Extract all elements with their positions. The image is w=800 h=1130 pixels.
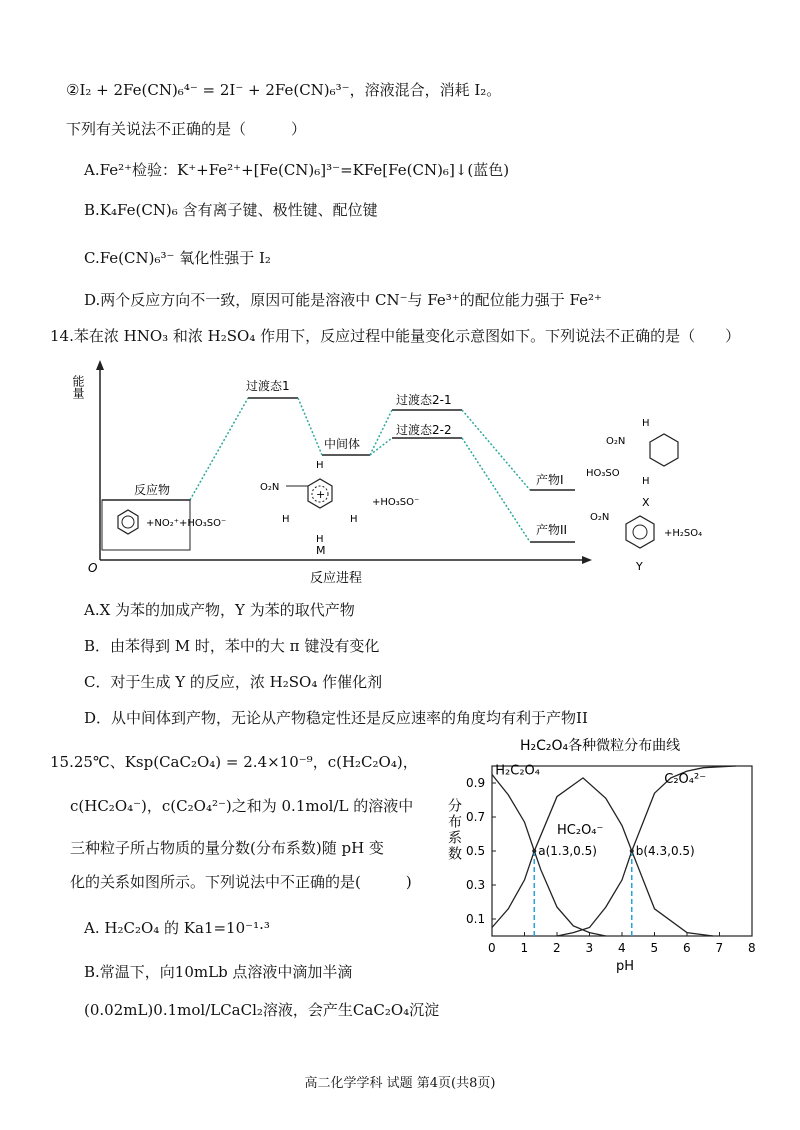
q14-option-d: D．从中间体到产物，无论从产物稳定性还是反应速率的角度均有利于产物II [84,709,588,727]
m-label: M [316,544,326,557]
page-footer: 高二化学学科 试题 第4页(共8页) [304,1076,496,1091]
y-ring-icon [626,516,654,548]
reactant-label: 反应物 [134,483,171,497]
energy-x-arrow [582,556,592,564]
x-tick-label: 0 [488,941,496,955]
q15-stem-4: 化的关系如图所示。下列说法中不正确的是( ) [70,873,412,891]
connector-5 [462,410,530,490]
connector-2 [298,398,322,455]
x-tick-label: 4 [618,941,626,955]
series-name-label: HC₂O₄⁻ [557,823,604,838]
m-h-left: H [282,514,290,525]
q13-option-d: D.两个反应方向不一致，原因可能是溶液中 CN⁻与 Fe³⁺的配位能力强于 Fe²⁺ [84,291,602,309]
y-tick-label: 0.1 [466,912,486,926]
benzene-ring-inner [122,516,134,528]
q14-option-c: C．对于生成 Y 的反应，浓 H₂SO₄ 作催化剂 [84,673,383,691]
ts22-label: 过渡态2-2 [396,423,452,437]
origin-label: O [88,561,98,575]
energy-y-arrow [96,360,104,370]
q15-stem-2: c(HC₂O₄⁻)，c(C₂O₄²⁻)之和为 0.1mol/L 的溶液中 [70,797,414,815]
x-h-bottom: H [642,476,650,487]
y-ring-inner [633,525,647,539]
benzene-ring-icon [118,510,138,534]
x-o2n: O₂N [606,436,626,447]
y-extra: +H₂SO₄ [664,528,703,539]
q15-option-a: A. H₂C₂O₄ 的 Ka1=10⁻¹·³ [84,919,270,937]
q13-option-c: C.Fe(CN)₆³⁻ 氧化性强于 I₂ [84,249,271,267]
ts1-label: 过渡态1 [246,379,290,393]
q13-prompt: 下列有关说法不正确的是（ ） [66,120,307,138]
connector-6 [462,438,530,542]
reactant-formula: +NO₂⁺+HO₃SO⁻ [146,518,227,529]
chart-ylabel: 分布系数 [446,798,462,862]
m-h-right: H [350,514,358,525]
q15-stem-1: 15.25℃、Ksp(CaC₂O₄) = 2.4×10⁻⁹，c(H₂C₂O₄)， [50,753,418,771]
x-tick-label: 2 [553,941,561,955]
y-tick-label: 0.9 [466,776,486,790]
y-o2n: O₂N [590,512,610,523]
reaction-equation-2: ②I₂ + 2Fe(CN)₆⁴⁻ = 2I⁻ + 2Fe(CN)₆³⁻，溶液混合，消耗 I₂。 [66,81,502,99]
annotation-label: b(4.3,0.5) [635,844,695,858]
ts21-label: 过渡态2-1 [396,393,452,407]
energy-diagram [70,360,730,590]
x-tick-label: 3 [585,941,594,955]
product1-label: 产物I [536,473,564,487]
product2-label: 产物II [536,523,568,537]
y-tick-label: 0.5 [466,844,486,858]
x-tick-label: 8 [748,941,756,955]
x-tick-label: 1 [520,941,529,955]
annotation-label: a(1.3,0.5) [538,844,597,858]
m-plus: + [316,488,326,501]
annotation-point [630,849,634,853]
connector-1 [190,398,248,500]
distribution-chart [440,730,780,980]
x-label: X [642,496,650,509]
series-name-label: C₂O₄²⁻ [664,772,707,787]
q14-option-a: A.X 为苯的加成产物，Y 为苯的取代产物 [84,601,355,619]
q14-stem: 14.苯在浓 HNO₃ 和浓 H₂SO₄ 作用下，反应过程中能量变化示意图如下。下列说法不正确的是（ ） [50,327,741,345]
m-h-bottom: H [316,534,324,545]
connector-4 [370,438,392,455]
intermediate-label: 中间体 [324,437,361,451]
q13-option-b: B.K₄Fe(CN)₆ 含有离子键、极性键、配位键 [84,201,378,219]
m-o2n: O₂N [260,482,280,493]
connector-3 [370,410,392,455]
x-tick-label: 6 [683,941,691,955]
x-tick-label: 5 [650,941,659,955]
x-axis-label: 反应进程 [310,571,363,586]
q13-option-a: A.Fe²⁺检验：K⁺+Fe²⁺+[Fe(CN)₆]³⁻=KFe[Fe(CN)₆]↓(蓝色) [84,161,510,179]
m-extra: +HO₃SO⁻ [372,497,420,508]
m-h-top: H [316,460,324,471]
x-tick-label: 7 [715,941,724,955]
q15-stem-3: 三种粒子所占物质的量分数(分布系数)随 pH 变 [70,839,384,857]
chart-title: H₂C₂O₄各种微粒分布曲线 [520,738,681,754]
plot-frame [492,763,752,936]
y-label: Y [636,560,643,573]
q14-option-b: B．由苯得到 M 时，苯中的大 π 键没有变化 [84,637,380,655]
x-h-top: H [642,418,650,429]
y-tick-label: 0.3 [466,878,486,892]
y-axis-label: 能量 [71,375,85,399]
y-tick-label: 0.7 [466,810,486,824]
series-name-label: H₂C₂O₄ [495,763,540,779]
chart-xlabel: pH [616,959,635,974]
x-ring-icon [650,434,678,466]
x-ho3so: HO₃SO [586,468,620,479]
q15-option-b: B.常温下，向10mLb 点溶液中滴加半滴 [84,963,353,981]
annotation-point [532,849,536,853]
q15-option-b-cont: (0.02mL)0.1mol/LCaCl₂溶液，会产生CaC₂O₄沉淀 [84,1001,440,1019]
